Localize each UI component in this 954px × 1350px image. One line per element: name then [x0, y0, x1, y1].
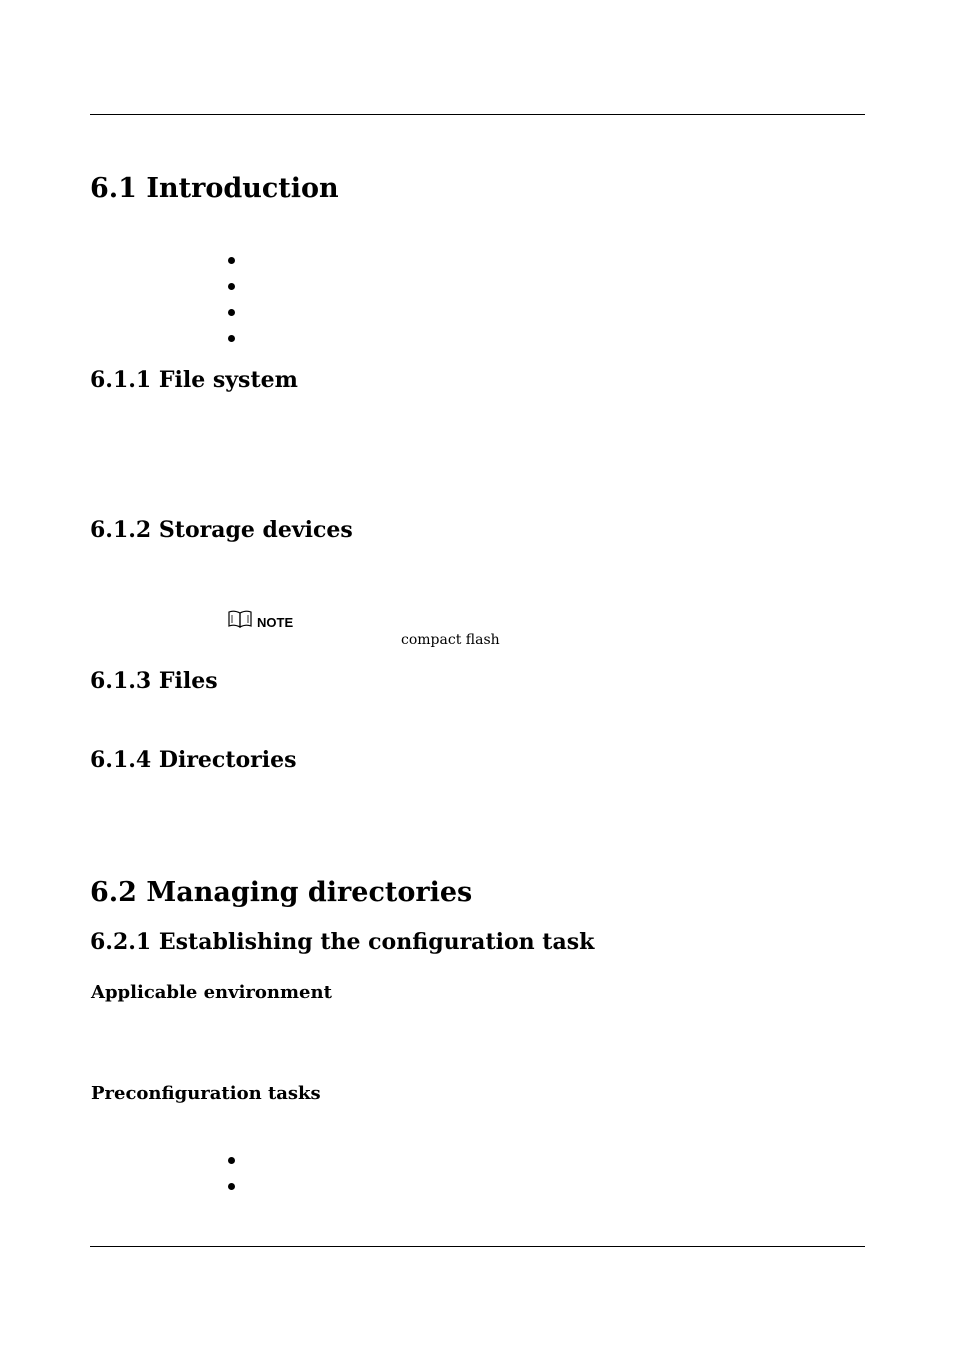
subheading-applicable-environment: Applicable environment	[91, 982, 332, 1003]
section-title-file-system: 6.1.1 File system	[90, 367, 298, 393]
bullet-marker	[225, 1154, 237, 1166]
section-title-establishing-task: 6.2.1 Establishing the configuration task	[90, 929, 595, 955]
bullet-marker	[225, 1180, 237, 1192]
note-text: compact flash	[401, 632, 500, 648]
section-title-introduction: 6.1 Introduction	[90, 173, 339, 204]
bullet-marker	[225, 306, 237, 318]
section-title-files: 6.1.3 Files	[90, 668, 218, 694]
footer-rule	[90, 1246, 865, 1247]
header-rule	[90, 114, 865, 115]
bullet-marker	[225, 254, 237, 266]
note-label: NOTE	[257, 615, 294, 630]
subheading-preconfiguration-tasks: Preconfiguration tasks	[91, 1083, 321, 1104]
section-title-directories: 6.1.4 Directories	[90, 747, 297, 773]
bullet-marker	[225, 332, 237, 344]
section-title-managing-directories: 6.2 Managing directories	[90, 877, 473, 908]
bullet-marker	[225, 280, 237, 292]
section-title-storage-devices: 6.1.2 Storage devices	[90, 517, 353, 543]
book-icon	[228, 610, 253, 630]
